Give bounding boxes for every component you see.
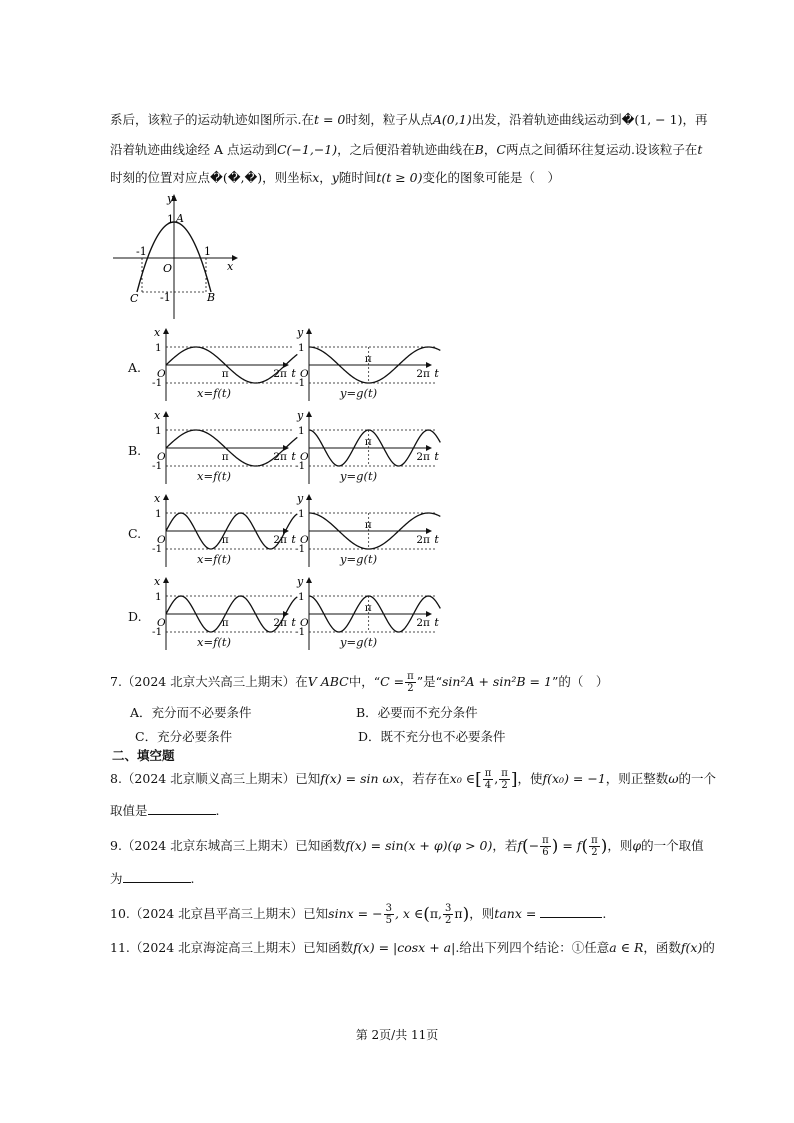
- t-label: t: [291, 533, 296, 546]
- q7-math-cond: sin²A + sin²B = 1: [442, 674, 552, 689]
- q9-frac-num: π: [542, 835, 549, 846]
- tick-one: 1: [155, 508, 162, 520]
- q9-math-minus: −: [528, 838, 540, 853]
- option-b-right-caption: y=g(t): [340, 469, 378, 483]
- q6-text: 随时间: [338, 170, 377, 185]
- q10-math-x-in: , x ∈: [394, 906, 424, 921]
- q10-frac-num: 3: [445, 903, 452, 914]
- label-origin: O: [300, 368, 309, 380]
- option-c-right-caption: y=g(t): [340, 552, 378, 566]
- q8-frac-den: 4: [484, 780, 492, 791]
- q10-frac-den: 2: [445, 915, 452, 926]
- tick-pi: π: [221, 451, 229, 463]
- q6-text: 时刻的位置对应点�(�,�)，则坐标: [110, 170, 313, 185]
- q10-math-sinx: sinx = −: [328, 906, 383, 921]
- label-b: B: [207, 291, 216, 304]
- q9-frac-den: 2: [591, 847, 598, 858]
- q9-text: 9.（2024 北京东城高三上期末）已知函数: [110, 838, 346, 853]
- q10-text: ，则: [469, 906, 495, 921]
- label-c: C: [130, 292, 139, 305]
- q6-line1: [110, 110, 707, 128]
- q9-text: 为: [110, 871, 123, 886]
- axis-label: x: [154, 575, 161, 588]
- label-origin: O: [157, 617, 166, 629]
- q10-stem: 10.（2024 北京昌平高三上期末）已知sinx = − $\frac{3}{5}$ , x ∈(π, $\frac{3}{2}$ π)，则tanx = .: [110, 903, 607, 926]
- q7-choice-b[interactable]: B．必要而不充分条件: [356, 705, 478, 720]
- q8-text: ，则正整数: [605, 771, 669, 786]
- tick-neg-one: -1: [295, 377, 306, 389]
- label-origin: O: [157, 534, 166, 546]
- q6-text: 出发，沿着轨迹曲线运动到�(1, − 1)，再: [471, 112, 708, 127]
- q9-math-phi: φ: [632, 838, 642, 853]
- label-x: x: [227, 260, 234, 273]
- q9-stem: 9.（2024 北京东城高三上期末）已知函数f(x) = sin(x + φ)(φ > 0)，若f(− $\frac{\pi}{6}$ ) = f( $\frac{\pi}{2}$ )，则φ的一个取值: [110, 835, 704, 858]
- axis-label: x: [154, 326, 161, 339]
- page-footer: 第 2页/共 11页: [355, 1028, 439, 1042]
- axis-arrow-icon: [306, 411, 312, 417]
- t-label: t: [291, 450, 296, 463]
- q11-text: ，函数: [643, 940, 681, 955]
- q11-text: .给出下列四个结论：①任意: [455, 940, 610, 955]
- q9-text: ，若: [492, 838, 518, 853]
- q8-text: 8.（2024 北京顺义高三上期末）已知: [110, 771, 321, 786]
- q9-answer-blank[interactable]: [123, 870, 191, 883]
- axis-arrow-icon: [163, 411, 169, 417]
- axis-arrow-icon: [163, 494, 169, 500]
- tick-neg-one: -1: [152, 377, 163, 389]
- section-heading: 二、填空题: [112, 748, 175, 763]
- axis-label: y: [297, 326, 304, 339]
- q7-frac-den: 2: [407, 683, 414, 694]
- label-origin: O: [157, 451, 166, 463]
- q7-fraction: [405, 671, 416, 694]
- option-letter-a[interactable]: A.: [128, 360, 142, 375]
- q8-math-omega: ω: [668, 771, 679, 786]
- q9-line2: 为 .: [110, 871, 195, 886]
- q10-text: 10.（2024 北京昌平高三上期末）已知: [110, 906, 329, 921]
- q6-text: 变化的图象可能是（ ）: [422, 170, 561, 185]
- option-a-right-caption: y=g(t): [340, 386, 378, 400]
- q9-fraction-pi-6: [540, 835, 551, 858]
- tick-one: 1: [298, 508, 305, 520]
- tick-one: 1: [298, 591, 305, 603]
- axis-label: x: [154, 409, 161, 422]
- q6-text: 系后，该粒子的运动轨迹如图所示.在: [110, 112, 314, 127]
- axis-arrow-icon: [306, 328, 312, 334]
- q8-fraction-pi-4: [483, 768, 494, 791]
- t-label: t: [291, 367, 296, 380]
- q6-line3: [110, 168, 560, 186]
- label-a: A: [176, 212, 184, 225]
- q8-frac-num: π: [484, 768, 492, 779]
- q6-text: ，: [483, 142, 497, 157]
- tick-two-pi: 2π: [273, 368, 287, 380]
- tick-pi: π: [221, 617, 229, 629]
- q6-math-c: C: [496, 142, 506, 157]
- q10-text: .: [602, 906, 607, 921]
- tick-pi: π: [364, 602, 372, 614]
- q8-frac-num: π: [501, 768, 508, 779]
- q7-math-c-eq: C =: [380, 674, 405, 689]
- q10-fraction-3-2: [443, 903, 453, 926]
- tick-two-pi: 2π: [416, 451, 430, 463]
- tick-two-pi: 2π: [273, 617, 287, 629]
- tick-one: 1: [155, 425, 162, 437]
- q8-fraction-pi-2: [499, 768, 510, 791]
- tick-pi: π: [221, 534, 229, 546]
- tick-one: 1: [298, 425, 305, 437]
- axis-label: y: [297, 492, 304, 505]
- option-c-left-caption: x=f(t): [197, 552, 231, 566]
- q9-text: 的一个取值: [641, 838, 704, 853]
- q10-frac-den: 5: [385, 915, 392, 926]
- label-one-right: 1: [204, 245, 211, 258]
- option-b-left-caption: x=f(t): [197, 469, 231, 483]
- q6-text: ，之后便沿着轨迹曲线在: [337, 142, 475, 157]
- tick-neg-one: -1: [152, 626, 163, 638]
- label-neg-one-bottom: -1: [160, 291, 171, 304]
- q8-text: ，若存在: [399, 771, 450, 786]
- q9-frac-num: π: [591, 835, 598, 846]
- q9-math-eq: =: [562, 838, 573, 853]
- option-d-right-caption: y=g(t): [340, 635, 378, 649]
- option-letter-c[interactable]: C.: [128, 526, 142, 541]
- q9-math-f: f: [576, 838, 582, 853]
- q9-math-f: f: [517, 838, 523, 853]
- axis-label: y: [297, 409, 304, 422]
- axis-arrow-icon: [163, 577, 169, 583]
- q10-frac-num: 3: [385, 903, 392, 914]
- t-label: t: [434, 533, 439, 546]
- q8-text: 取值是: [110, 803, 148, 818]
- tick-pi: π: [221, 368, 229, 380]
- q7-text: ”的（ ）: [551, 674, 609, 689]
- tick-pi: π: [364, 436, 372, 448]
- q11-math-fx: f(x): [680, 940, 703, 955]
- axis-arrow-icon: [306, 494, 312, 500]
- tick-pi: π: [364, 519, 372, 531]
- q6-text: 沿着轨迹曲线途经 A 点运动到: [110, 142, 277, 157]
- tick-pi: π: [364, 353, 372, 365]
- q10-fraction-3-5: [384, 903, 394, 926]
- q11-text: 11.（2024 北京海淀高三上期末）已知函数: [110, 940, 354, 955]
- q11-math-fx: f(x) = |cosx + a|: [353, 940, 456, 955]
- t-label: t: [291, 616, 296, 629]
- tick-neg-one: -1: [152, 543, 163, 555]
- tick-neg-one: -1: [152, 460, 163, 472]
- label-origin: O: [300, 617, 309, 629]
- q7-choice-d[interactable]: D．既不充分也不必要条件: [358, 729, 506, 744]
- t-label: t: [434, 450, 439, 463]
- q9-fraction-pi-2: [589, 835, 600, 858]
- option-letter-d[interactable]: D.: [128, 609, 142, 624]
- label-origin: O: [163, 262, 173, 275]
- q8-math-x0-in: x₀ ∈: [449, 771, 476, 786]
- t-label: t: [434, 367, 439, 380]
- option-letter-b[interactable]: B.: [128, 443, 142, 458]
- q6-line2: [110, 140, 702, 158]
- tick-two-pi: 2π: [416, 534, 430, 546]
- option-a-left-caption: x=f(t): [197, 386, 231, 400]
- q8-stem: 8.（2024 北京顺义高三上期末）已知f(x) = sin ωx，若存在x₀ ∈[ $\frac{\pi}{4}$ , $\frac{\pi}{2}$ ]，使f(x₀) = −1，则正整数ω的一个: [110, 768, 717, 791]
- tick-two-pi: 2π: [416, 617, 430, 629]
- q9-math-fx: f(x) = sin(x + φ)(φ > 0): [345, 838, 493, 853]
- q6-text: 时刻，粒子从点: [345, 112, 433, 127]
- q6-math-t: t: [697, 142, 703, 157]
- axis-arrow-icon: [306, 577, 312, 583]
- axis-arrow-icon: [163, 328, 169, 334]
- tick-neg-one: -1: [295, 460, 306, 472]
- q9-text: ，则: [607, 838, 633, 853]
- label-one-top: 1: [167, 213, 174, 226]
- q7-frac-num: π: [407, 671, 414, 682]
- axis-label: x: [154, 492, 161, 505]
- label-origin: O: [300, 451, 309, 463]
- q7-math-triangle: V ABC: [307, 674, 349, 689]
- q8-text: 的一个: [678, 771, 717, 786]
- q8-text: ，使: [517, 771, 543, 786]
- q10-math-tanx: tanx =: [494, 906, 537, 921]
- tick-two-pi: 2π: [273, 534, 287, 546]
- q8-frac-den: 2: [501, 780, 508, 791]
- q7-text: 中，“: [348, 674, 381, 689]
- q6-math-cond: t(t ≥ 0): [376, 170, 423, 185]
- q8-line2: 取值是 .: [110, 803, 220, 818]
- label-origin: O: [300, 534, 309, 546]
- trajectory-figure: [110, 188, 240, 323]
- tick-two-pi: 2π: [416, 368, 430, 380]
- q9-frac-den: 6: [542, 847, 549, 858]
- q7-choice-c[interactable]: C．充分必要条件: [135, 729, 233, 744]
- q10-math-pi: π,: [429, 906, 443, 921]
- q10-answer-blank[interactable]: [540, 905, 602, 918]
- q7-choice-a[interactable]: A．充分而不必要条件: [130, 705, 252, 720]
- tick-one: 1: [298, 342, 305, 354]
- q8-answer-blank[interactable]: [148, 802, 216, 815]
- q6-math-y: y: [331, 170, 339, 185]
- q11-math-a-in-r: a ∈ R: [609, 940, 644, 955]
- q11-stem: [110, 938, 715, 956]
- q8-math-fx: f(x) = sin ωx: [320, 771, 400, 786]
- tick-one: 1: [155, 591, 162, 603]
- option-d-left-caption: x=f(t): [197, 635, 231, 649]
- label-neg-one-left: -1: [136, 245, 147, 258]
- q6-math-x: x: [312, 170, 320, 185]
- tick-two-pi: 2π: [273, 451, 287, 463]
- q7-stem: [110, 671, 608, 694]
- tick-one: 1: [155, 342, 162, 354]
- t-label: t: [434, 616, 439, 629]
- q6-text: ，: [319, 170, 332, 185]
- q6-math-point-c: C(−1,−1): [276, 142, 338, 157]
- q7-text: ”是“: [416, 674, 442, 689]
- tick-neg-one: -1: [295, 543, 306, 555]
- q8-math-fx0: f(x₀) = −1: [542, 771, 606, 786]
- q6-text: 两点之间循环往复运动.设该粒子在: [505, 142, 698, 157]
- axis-label: y: [297, 575, 304, 588]
- label-y: y: [167, 192, 174, 205]
- q6-math-t0: t = 0: [313, 112, 346, 127]
- q6-math-b: B: [474, 142, 484, 157]
- q10-math-pi: π: [454, 906, 463, 921]
- tick-neg-one: -1: [295, 626, 306, 638]
- q11-text: 的: [702, 940, 715, 955]
- q7-text: 7.（2024 北京大兴高三上期末）在: [110, 674, 308, 689]
- label-origin: O: [157, 368, 166, 380]
- q6-math-point-a: A(0,1): [432, 112, 472, 127]
